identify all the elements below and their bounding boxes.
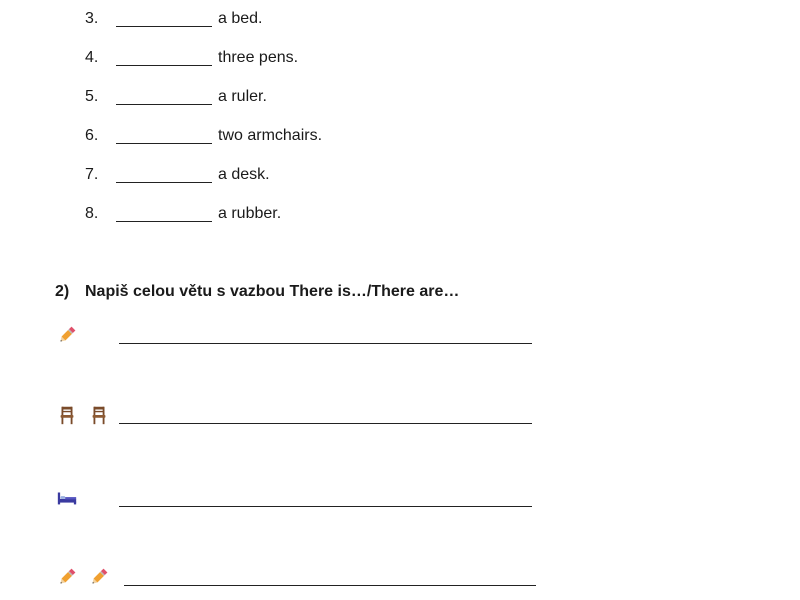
item-text: a bed. bbox=[218, 10, 263, 27]
answer-blank[interactable] bbox=[116, 211, 212, 222]
chair-icon bbox=[88, 404, 110, 426]
answer-line[interactable] bbox=[119, 423, 532, 424]
chair-icon bbox=[56, 404, 78, 426]
pencil-icon bbox=[56, 324, 78, 346]
bed-icon bbox=[56, 487, 78, 509]
answer-blank[interactable] bbox=[116, 94, 212, 105]
exercise-instruction: Napiš celou větu s vazbou There is…/There are… bbox=[85, 283, 460, 300]
item-text: a rubber. bbox=[218, 205, 282, 222]
answer-line[interactable] bbox=[124, 585, 536, 586]
answer-line[interactable] bbox=[119, 343, 532, 344]
item-number: 3. bbox=[85, 10, 99, 27]
exercise-number: 2) bbox=[55, 283, 70, 300]
picture-cue bbox=[56, 322, 78, 348]
item-text: two armchairs. bbox=[218, 127, 323, 144]
item-text: a desk. bbox=[218, 166, 270, 183]
pencil-icon bbox=[88, 566, 110, 588]
pencil-icon bbox=[56, 566, 78, 588]
picture-cue bbox=[56, 564, 110, 590]
answer-blank[interactable] bbox=[116, 55, 212, 66]
picture-cue bbox=[56, 485, 78, 511]
write-row bbox=[0, 402, 800, 432]
item-number: 7. bbox=[85, 166, 99, 183]
item-number: 8. bbox=[85, 205, 99, 222]
picture-cue bbox=[56, 402, 110, 428]
write-row bbox=[0, 485, 800, 515]
item-number: 6. bbox=[85, 127, 99, 144]
answer-blank[interactable] bbox=[116, 172, 212, 183]
item-number: 5. bbox=[85, 88, 99, 105]
item-number: 4. bbox=[85, 49, 99, 66]
item-text: three pens. bbox=[218, 49, 299, 66]
answer-line[interactable] bbox=[119, 506, 532, 507]
answer-blank[interactable] bbox=[116, 133, 212, 144]
write-row bbox=[0, 564, 800, 594]
exercise-2-heading bbox=[55, 283, 459, 301]
write-row bbox=[0, 322, 800, 352]
item-text: a ruler. bbox=[218, 88, 267, 105]
answer-blank[interactable] bbox=[116, 16, 212, 27]
